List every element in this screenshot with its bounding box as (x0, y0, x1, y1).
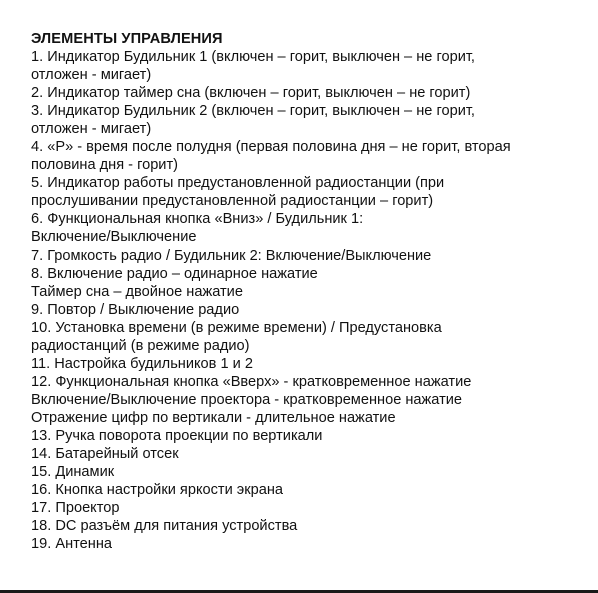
list-line: Включение/Выключение (31, 229, 197, 246)
list-line: прослушивании предустановленной радиостанции – горит) (31, 193, 434, 210)
list-line: 18. DC разъём для питания устройства (31, 518, 298, 535)
list-line: 16. Кнопка настройки яркости экрана (31, 482, 284, 499)
list-line: Отражение цифр по вертикали - длительное нажатие (31, 409, 396, 426)
list-line: 1. Индикатор Будильник 1 (включен – горит, выключен – не горит, (31, 49, 475, 65)
controls-section (31, 30, 571, 553)
controls-list (31, 48, 571, 553)
list-line: 7. Громкость радио / Будильник 2: Включение/Выключение (31, 247, 432, 264)
list-line: отложен - мигает) (31, 67, 152, 84)
list-line: 14. Батарейный отсек (31, 446, 179, 463)
section-heading: ЭЛЕМЕНТЫ УПРАВЛЕНИЯ (31, 31, 223, 47)
list-line: 9. Повтор / Выключение радио (31, 301, 240, 318)
list-line: 5. Индикатор работы предустановленной радиостанции (при (31, 175, 445, 192)
list-line: 8. Включение радио – одинарное нажатие (31, 265, 318, 282)
list-line: 3. Индикатор Будильник 2 (включен – горит, выключен – не горит, (31, 103, 475, 120)
list-line: 15. Динамик (31, 464, 115, 481)
list-line: Таймер сна – двойное нажатие (31, 283, 243, 300)
list-line: отложен - мигает) (31, 121, 152, 138)
list-line: половина дня - горит) (31, 157, 179, 174)
list-line: 6. Функциональная кнопка «Вниз» / Будильник 1: (31, 211, 364, 228)
list-line: 19. Антенна (31, 536, 113, 553)
list-line: 11. Настройка будильников 1 и 2 (31, 355, 253, 372)
list-line: 13. Ручка поворота проекции по вертикали (31, 427, 323, 444)
list-line: 2. Индикатор таймер сна (включен – горит, выключен – не горит) (31, 85, 471, 102)
list-line: радиостанций (в режиме радио) (31, 337, 250, 354)
list-line: 4. «P» - время после полудня (первая половина дня – не горит, вторая (31, 139, 511, 156)
list-line: 17. Проектор (31, 500, 120, 517)
list-line: Включение/Выключение проектора - кратковременное нажатие (31, 391, 463, 408)
list-line: 10. Установка времени (в режиме времени) / Предустановка (31, 319, 442, 336)
list-line: 12. Функциональная кнопка «Вверх» - кратковременное нажатие (31, 373, 472, 390)
